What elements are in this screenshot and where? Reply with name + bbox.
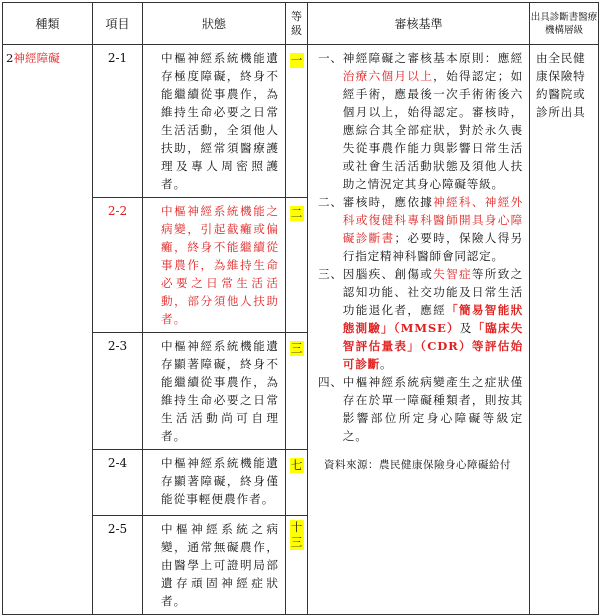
criteria-number: 二、 — [318, 195, 343, 209]
header-item: 項目 — [93, 3, 143, 45]
criteria-text — [343, 265, 523, 373]
criteria-highlight: 神經科、神經外科或復健科專科醫師開具身心障礙診斷書 — [342, 195, 523, 245]
status-text: 中樞神經系統機能遺存顯著障礙，終身僅能從事輕便農作者。 — [161, 456, 279, 506]
doctor-cell — [530, 45, 599, 615]
status-text: 中樞神經系統機能之病變，引起截癱或偏癱，終身不能繼續從事農作，為維持生命必要之日常生活活動，部分須他人扶助者。 — [161, 204, 279, 326]
disability-standard-table-wrapper — [2, 2, 598, 608]
criteria-text-part: ；必要時，保險人得另行指定精神科醫師會同認定。 — [342, 231, 523, 263]
status-cell — [143, 450, 286, 516]
item-cell — [93, 450, 143, 516]
header-criteria: 審核基準 — [308, 3, 530, 45]
criteria-number: 一、 — [318, 51, 343, 65]
grade-cell — [286, 198, 308, 333]
header-status: 狀態 — [143, 3, 286, 45]
item-cell — [93, 333, 143, 450]
category-cell — [3, 45, 93, 615]
status-cell — [143, 333, 286, 450]
item-code: 2-3 — [107, 339, 128, 353]
disability-standard-table — [2, 2, 599, 615]
table-row — [3, 45, 599, 198]
criteria-text-part: ，始得認定；如經手術，應最後一次手術術後六個月以上，始得認定。審核時，應綜合其全部症狀，對於永久喪失從事農作能力與影響日常生活或社會生活活動狀態及須他人扶助之情況定其身心障礙等級。 — [342, 69, 523, 191]
item-code: 2-2 — [107, 204, 128, 218]
status-cell — [143, 45, 286, 198]
grade-cell — [286, 333, 308, 450]
status-text: 中樞神經系統機能遺存顯著障礙，終身不能繼續從事農作，為維持生命必要之日常生活活動尚可自理者。 — [161, 339, 279, 443]
criteria-highlight: 治療六個月以上 — [342, 69, 434, 83]
grade-cell — [286, 516, 308, 615]
item-cell — [93, 516, 143, 615]
doctor-text: 由全民健康保險特約醫院或診所出具 — [536, 51, 586, 119]
criteria-number: 四、 — [318, 375, 343, 389]
status-cell — [143, 198, 286, 333]
criteria-text-part: 因腦疾、創傷或 — [342, 267, 434, 281]
grade-badge: 十三 — [290, 520, 303, 549]
item-cell — [93, 198, 143, 333]
header-doctor: 出具診斷書醫療機構層級 — [530, 3, 599, 45]
grade-cell — [286, 450, 308, 516]
item-code: 2-5 — [107, 522, 128, 536]
item-code: 2-1 — [107, 51, 128, 65]
criteria-text-part: 等所致之認知功能、社交功能及日常生活功能退化者，應經 — [342, 267, 524, 317]
category-name: 神經障礙 — [13, 51, 60, 65]
criteria-item-1 — [318, 49, 523, 193]
status-text: 中樞神經系統之病變，通常無礙農作，由醫學上可證明局部遺存頑固神經症狀者。 — [161, 522, 279, 608]
criteria-item-4 — [318, 373, 523, 445]
criteria-text-part: 審核時，應依據 — [342, 195, 434, 209]
grade-badge: 三 — [290, 341, 303, 355]
header-grade: 等級 — [286, 3, 308, 45]
header-category: 種類 — [3, 3, 93, 45]
status-cell — [143, 516, 286, 615]
criteria-highlight: 「臨床失智評估量表」（CDR）等評估始可診斷 — [342, 321, 524, 371]
status-text: 中樞神經系統機能遺存極度障礙，終身不能繼續從事農作，為維持生命必要之日常生活活動，全須他人扶助，經常須醫療護理及專人周密照護者。 — [161, 51, 279, 191]
grade-cell — [286, 45, 308, 198]
criteria-item-3 — [318, 265, 523, 373]
grade-badge: 一 — [290, 53, 303, 67]
criteria-item-2 — [318, 193, 523, 265]
criteria-text — [343, 49, 523, 193]
header-row — [3, 3, 599, 45]
criteria-text: 中樞神經系統病變產生之症狀僅存在於單一障礙種類者，則按其影響部位所定身心障礙等級定之。 — [342, 375, 523, 443]
criteria-text — [343, 193, 523, 265]
criteria-highlight: 失智症 — [433, 267, 472, 281]
criteria-text-part: 及 — [459, 321, 473, 335]
grade-badge: 二 — [290, 206, 303, 220]
source-note: 資料來源：農民健康保險身心障礙給付 — [324, 459, 511, 471]
criteria-number: 三、 — [318, 267, 343, 281]
grade-badge: 七 — [290, 458, 303, 472]
item-code: 2-4 — [107, 456, 128, 470]
criteria-text-part: 神經障礙之審核基本原則：應經 — [342, 51, 523, 65]
criteria-cell — [308, 45, 530, 615]
criteria-text-part: 。 — [379, 357, 393, 371]
criteria-highlight: 「簡易智能狀態測驗」（MMSE） — [342, 303, 523, 335]
item-cell — [93, 45, 143, 198]
category-number: 2 — [6, 51, 14, 65]
